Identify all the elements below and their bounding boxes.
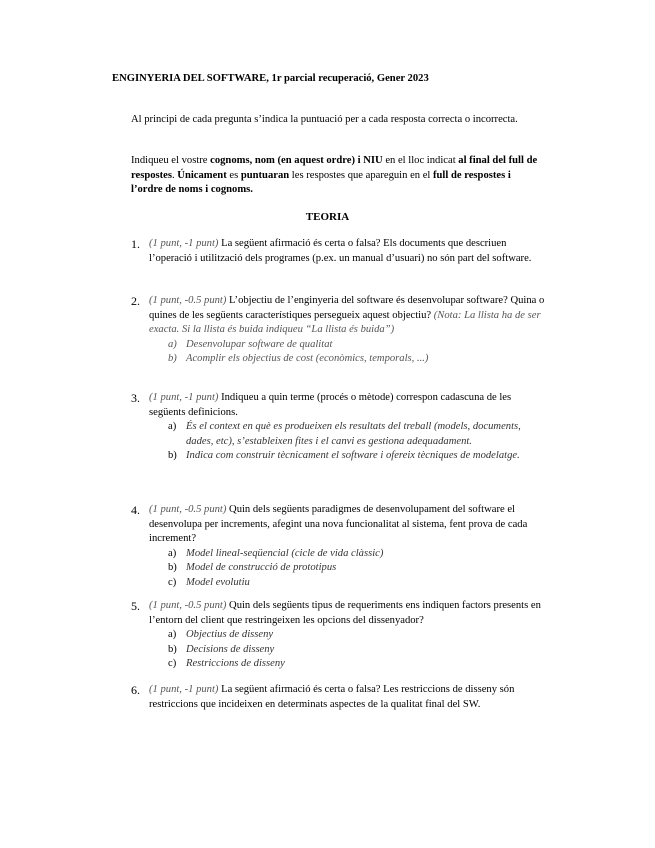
question-text bbox=[149, 237, 546, 266]
option-item bbox=[131, 628, 546, 643]
question-text bbox=[149, 683, 546, 712]
option-text: Model lineal-seqüencial (cicle de vida clàssic) bbox=[186, 547, 384, 559]
option-label: a) bbox=[168, 421, 177, 432]
instruction-text: es bbox=[226, 169, 241, 181]
option-text: Desenvolupar software de qualitat bbox=[186, 338, 333, 350]
question-text bbox=[149, 503, 546, 547]
question-body: Indiqueu a quin terme (procés o mètode) correspon cadascuna de les següents definicions. bbox=[149, 392, 512, 418]
question-number: 1. bbox=[131, 237, 140, 251]
option-label: b) bbox=[168, 643, 177, 655]
option-list bbox=[131, 547, 546, 591]
option-item bbox=[131, 547, 546, 562]
question-score: (1 punt, -1 punt) bbox=[149, 392, 219, 403]
option-text: Indica com construir tècnicament el software i ofereix tècniques de modelatge. bbox=[186, 450, 520, 461]
option-label: a) bbox=[168, 629, 177, 640]
question-body: La següent afirmació és certa o falsa? Els documents que descriuen l’operació i utilització dels programes (p.ex. un manual d’usuari) no són part del software. bbox=[149, 238, 532, 264]
question-5 bbox=[131, 599, 546, 672]
option-label: c) bbox=[168, 576, 177, 588]
option-text: Objectius de disseny bbox=[186, 629, 274, 640]
question-body: La següent afirmació és certa o falsa? Les restriccions de disseny són restriccions que incideixen en determinats aspectes de la qualitat final del SW. bbox=[149, 684, 515, 710]
question-number: 4. bbox=[131, 503, 140, 517]
exam-title: ENGINYERIA DEL SOFTWARE, 1r parcial recuperació, Gener 2023 bbox=[112, 73, 429, 84]
option-text: És el context en què es produeixen els resultats del treball (models, documents, dades, etc), s’estableixen fites i el canvi es gestiona adequadament. bbox=[186, 421, 521, 447]
instruction-bold: full de respostes i l’ordre de noms i cognoms. bbox=[131, 169, 511, 195]
question-number: 6. bbox=[131, 683, 140, 697]
option-label: b) bbox=[168, 353, 177, 364]
option-text: Acomplir els objectius de cost (econòmics, temporals, ...) bbox=[186, 353, 429, 364]
instruction-text: en el lloc indicat bbox=[382, 155, 459, 166]
option-label: b) bbox=[168, 450, 177, 461]
question-text bbox=[149, 391, 546, 420]
instruction-text: Indiqueu el vostre bbox=[131, 155, 211, 166]
question-4 bbox=[131, 503, 546, 590]
question-2 bbox=[131, 294, 546, 367]
question-note: (Nota: La llista ha de ser exacta. Si la llista és buida indiqueu “La llista és buida”) bbox=[149, 309, 541, 335]
instruction-bold: puntuaran bbox=[240, 169, 290, 181]
option-text: Model de construcció de prototipus bbox=[186, 562, 337, 573]
option-list bbox=[131, 628, 546, 672]
question-number: 5. bbox=[131, 599, 140, 613]
question-1 bbox=[131, 237, 546, 266]
option-text: Decisions de disseny bbox=[186, 643, 275, 655]
question-score: (1 punt, -1 punt) bbox=[149, 684, 219, 695]
question-body: Quin dels següents tipus de requeriments ens indiquen factors presents en l’entorn del client que restringeixen les opcions del dissenyador? bbox=[149, 600, 541, 626]
option-label: a) bbox=[168, 547, 177, 559]
option-item bbox=[131, 561, 546, 576]
question-score: (1 punt, -0.5 punt) bbox=[149, 600, 227, 611]
option-text: Model evolutiu bbox=[186, 576, 250, 588]
section-title: TEORIA bbox=[305, 211, 350, 223]
option-list bbox=[131, 420, 546, 464]
option-item bbox=[131, 657, 546, 672]
instruction-bold: Únicament bbox=[177, 169, 227, 181]
question-score: (1 punt, -0.5 punt) bbox=[149, 504, 227, 515]
option-item bbox=[131, 420, 546, 449]
question-body: Quin dels següents paradigmes de desenvolupament del software el desenvolupa per increments, afegint una nova funcionalitat al sistema, fent prova de cada increment? bbox=[149, 504, 528, 544]
question-text bbox=[149, 599, 546, 628]
question-score: (1 punt, -1 punt) bbox=[149, 238, 219, 249]
option-item bbox=[131, 352, 546, 367]
instruction-text: . bbox=[172, 169, 178, 181]
option-label: b) bbox=[168, 562, 177, 573]
question-body: L’objectiu de l’enginyeria del software és desenvolupar software? Quina o quines de les següents característiques persegueix aquest objectiu? bbox=[149, 295, 545, 321]
question-6 bbox=[131, 683, 546, 712]
question-number: 3. bbox=[131, 391, 140, 405]
instruction-text: les respostes que apareguin en el bbox=[289, 169, 434, 181]
question-text bbox=[149, 294, 546, 338]
option-text: Restriccions de disseny bbox=[186, 658, 285, 669]
option-item bbox=[131, 338, 546, 353]
question-3 bbox=[131, 391, 546, 464]
option-label: c) bbox=[168, 658, 177, 669]
option-label: a) bbox=[168, 338, 177, 350]
instruction-bold: cognoms, nom (en aquest ordre) i NIU bbox=[210, 155, 383, 166]
instruction-bold: al final del full de respostes bbox=[131, 155, 538, 181]
question-number: 2. bbox=[131, 294, 140, 308]
option-item bbox=[131, 643, 546, 658]
intro-paragraph-scoring: Al principi de cada pregunta s’indica la puntuació per a cada resposta correcta o incorrecta. bbox=[131, 114, 518, 125]
option-item bbox=[131, 576, 546, 591]
option-list bbox=[131, 338, 546, 367]
question-score: (1 punt, -0.5 punt) bbox=[149, 295, 227, 306]
option-item bbox=[131, 449, 546, 464]
intro-paragraph-instructions bbox=[131, 154, 541, 198]
